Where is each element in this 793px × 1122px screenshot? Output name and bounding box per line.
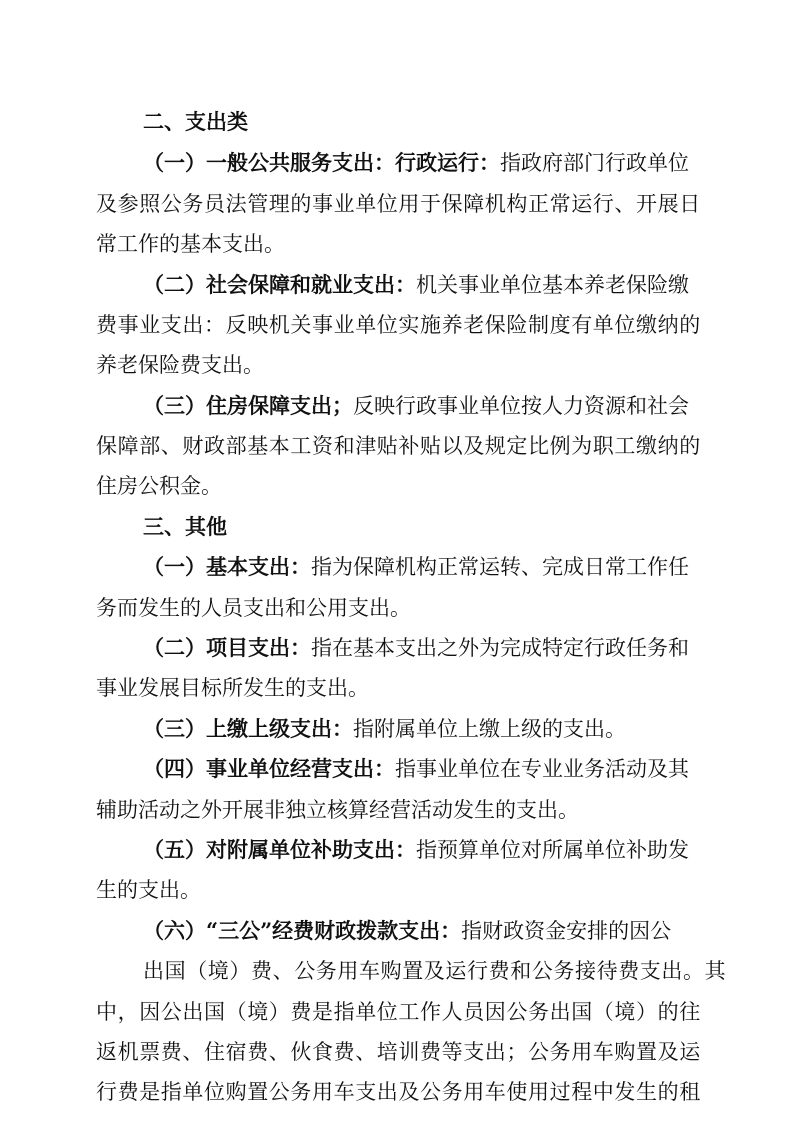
section-heading: 二、支出类 — [143, 109, 248, 134]
item-text: 指在基本支出之外为完成特定行政任务和 — [311, 636, 689, 660]
paragraph-line: 常工作的基本支出。 — [96, 232, 285, 256]
paragraph-line: 保障部、财政部基本工资和津贴补贴以及规定比例为职工缴纳的 — [96, 434, 701, 458]
item-label: （一）一般公共服务支出：行政运行： — [143, 150, 500, 175]
paragraph-line: 中，因公出国（境）费是指单位工作人员因公务出国（境）的往 — [96, 1000, 701, 1024]
paragraph-line — [143, 390, 689, 422]
item-text: 指附属单位上缴上级的支出。 — [353, 717, 626, 741]
paragraph-line: 生的支出。 — [96, 878, 201, 902]
item-label: （五）对附属单位补助支出： — [143, 837, 416, 862]
item-text: 指政府部门行政单位 — [500, 151, 689, 175]
paragraph-line: 养老保险费支出。 — [96, 353, 264, 377]
paragraph-line — [143, 915, 671, 947]
paragraph-line: 事业发展目标所发生的支出。 — [96, 676, 369, 700]
paragraph-line — [143, 713, 626, 745]
item-label: （二）社会保障和就业支出： — [143, 272, 416, 297]
paragraph-line — [143, 834, 689, 866]
section-heading: 三、其他 — [143, 514, 227, 539]
item-label: （三）住房保障支出； — [143, 393, 353, 418]
paragraph-line: 及参照公务员法管理的事业单位用于保障机构正常运行、开展日 — [96, 192, 701, 216]
paragraph-line — [143, 147, 689, 179]
item-label: （四）事业单位经营支出： — [143, 756, 395, 781]
item-text: 指为保障机构正常运转、完成日常工作任 — [311, 555, 689, 579]
item-text: 指预算单位对所属单位补助发 — [416, 838, 689, 862]
item-label: （二）项目支出： — [143, 635, 311, 660]
item-text: 反映行政事业单位按人力资源和社会 — [353, 394, 689, 418]
paragraph-line — [143, 551, 689, 583]
item-text: 指财政资金安排的因公 — [461, 919, 672, 943]
paragraph-line — [143, 632, 689, 664]
paragraph-line — [143, 753, 689, 785]
paragraph-line: 行费是指单位购置公务用车支出及公务用车使用过程中发生的租 — [96, 1080, 701, 1104]
paragraph-line: 出国（境）费、公务用车购置及运行费和公务接待费支出。其 — [143, 959, 727, 983]
paragraph-line — [143, 269, 689, 301]
item-label: （三）上缴上级支出： — [143, 716, 353, 741]
item-label: （一）基本支出： — [143, 554, 311, 579]
paragraph-line: 辅助活动之外开展非独立核算经营活动发生的支出。 — [96, 798, 579, 822]
item-text: 指事业单位在专业业务活动及其 — [395, 757, 689, 781]
item-text: 机关事业单位基本养老保险缴 — [416, 273, 689, 297]
item-label: （六）“三公”经费财政拨款支出： — [143, 918, 462, 943]
paragraph-line: 费事业支出：反映机关事业单位实施养老保险制度有单位缴纳的 — [96, 313, 701, 337]
paragraph-line: 住房公积金。 — [96, 474, 222, 498]
paragraph-line: 返机票费、住宿费、伙食费、培训费等支出；公务用车购置及运 — [96, 1040, 701, 1064]
paragraph-line: 务而发生的人员支出和公用支出。 — [96, 596, 411, 620]
